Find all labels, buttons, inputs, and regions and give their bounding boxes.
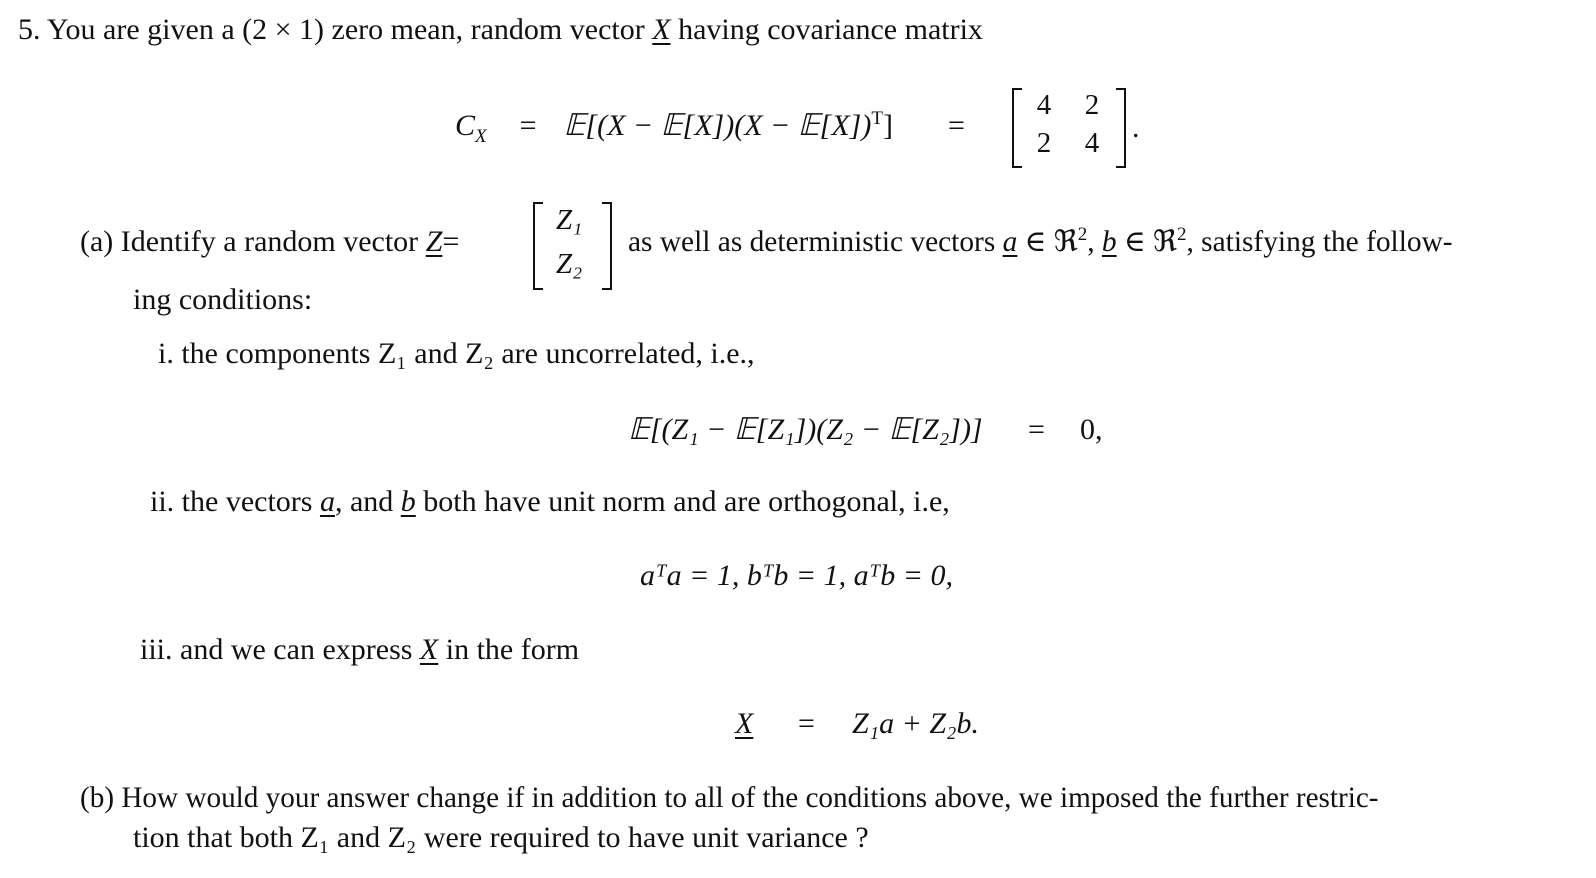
condition-i-label: i. <box>158 337 174 370</box>
problem-intro-b: having covariance matrix <box>670 13 983 46</box>
condition-ii-equation: aᵀa = 1, bᵀb = 1, aᵀb = 0, <box>640 559 953 592</box>
cov-subscript: X <box>475 126 487 147</box>
part-a-comma: , <box>1087 226 1102 258</box>
part-b-text1: How would your answer change if in addition to all of the conditions above, we imposed the further restric- <box>121 782 1379 814</box>
part-a-in2: ∈ ℜ <box>1116 226 1177 258</box>
z-entry-1: Z₁ <box>556 204 583 236</box>
matrix-right-bracket <box>1116 88 1126 168</box>
cov-equals: = <box>519 109 537 142</box>
part-a-sup2: 2 <box>1176 224 1187 246</box>
condition-i-equation-eq: = <box>1028 413 1045 446</box>
cov-expectation: 𝔼[(X − 𝔼[X])(X − 𝔼[X]) <box>563 109 872 142</box>
part-a-line2: ing conditions: <box>133 283 313 316</box>
condition-iii-equation-lhs: X <box>735 707 754 740</box>
problem-statement <box>18 12 983 48</box>
condition-iii-text-a: and we can express <box>180 633 420 666</box>
condition-ii-text-b: , and <box>334 485 401 518</box>
vector-z: Z <box>425 225 443 258</box>
condition-i-equation-lhs: 𝔼[(Z₁ − 𝔼[Z₁])(Z₂ − 𝔼[Z₂])] <box>628 413 983 446</box>
vector-a: a <box>1002 226 1018 258</box>
matrix-cell-10: 2 <box>1036 127 1052 159</box>
condition-iii-vector-x: X <box>419 633 439 666</box>
part-a-eq: = <box>442 225 460 258</box>
condition-ii-label: ii. <box>150 485 175 518</box>
z-right-bracket <box>602 202 612 290</box>
condition-iii-equation-eq: = <box>798 707 815 740</box>
condition-iii <box>140 632 579 668</box>
matrix-period: . <box>1132 111 1140 144</box>
problem-intro-a: You are given a (2 × 1) zero mean, random vector <box>46 13 653 46</box>
problem-number: 5. <box>18 13 41 46</box>
cov-transpose: T <box>871 108 883 129</box>
condition-ii-vector-b: b <box>400 485 416 518</box>
condition-ii-text-a: the vectors <box>181 485 320 518</box>
matrix-left-bracket <box>1012 88 1022 168</box>
part-a-label: (a) <box>80 225 114 258</box>
part-b-line1 <box>80 780 1379 816</box>
condition-ii <box>150 484 950 520</box>
condition-iii-equation-rhs: Z₁a + Z₂b. <box>852 707 979 740</box>
part-a-continuation <box>628 224 1453 260</box>
condition-i <box>158 336 755 372</box>
condition-ii-vector-a: a <box>319 485 335 518</box>
cov-close: ] <box>882 109 893 142</box>
part-a-text1: Identify a random vector <box>120 225 426 258</box>
vector-x: X <box>652 13 671 46</box>
matrix-cell-11: 4 <box>1084 127 1100 159</box>
z-left-bracket <box>533 202 543 290</box>
cov-equals-2: = <box>948 109 965 142</box>
part-a-text2: as well as deterministic vectors <box>628 226 1003 258</box>
part-b-line2: tion that both Z₁ and Z₂ were required to have unit variance ? <box>133 821 869 854</box>
condition-ii-text-c: both have unit norm and are orthogonal, i.e, <box>415 485 950 518</box>
matrix-cell-00: 4 <box>1036 89 1052 121</box>
condition-i-equation-rhs: 0, <box>1080 413 1103 446</box>
part-a-in1: ∈ ℜ <box>1017 226 1078 258</box>
z-entry-2: Z₂ <box>556 248 583 280</box>
cov-symbol: C <box>455 109 476 142</box>
condition-iii-label: iii. <box>140 633 173 666</box>
vector-b: b <box>1101 226 1117 258</box>
condition-i-text: the components Z₁ and Z₂ are uncorrelated, i.e., <box>181 337 755 370</box>
part-a-intro <box>80 224 459 260</box>
condition-iii-text-b: in the form <box>438 633 580 666</box>
part-a-sup1: 2 <box>1077 224 1088 246</box>
matrix-cell-01: 2 <box>1084 89 1100 121</box>
part-a-text3: , satisfying the follow- <box>1186 226 1453 258</box>
covariance-equation <box>455 108 893 147</box>
part-b-label: (b) <box>80 782 115 814</box>
